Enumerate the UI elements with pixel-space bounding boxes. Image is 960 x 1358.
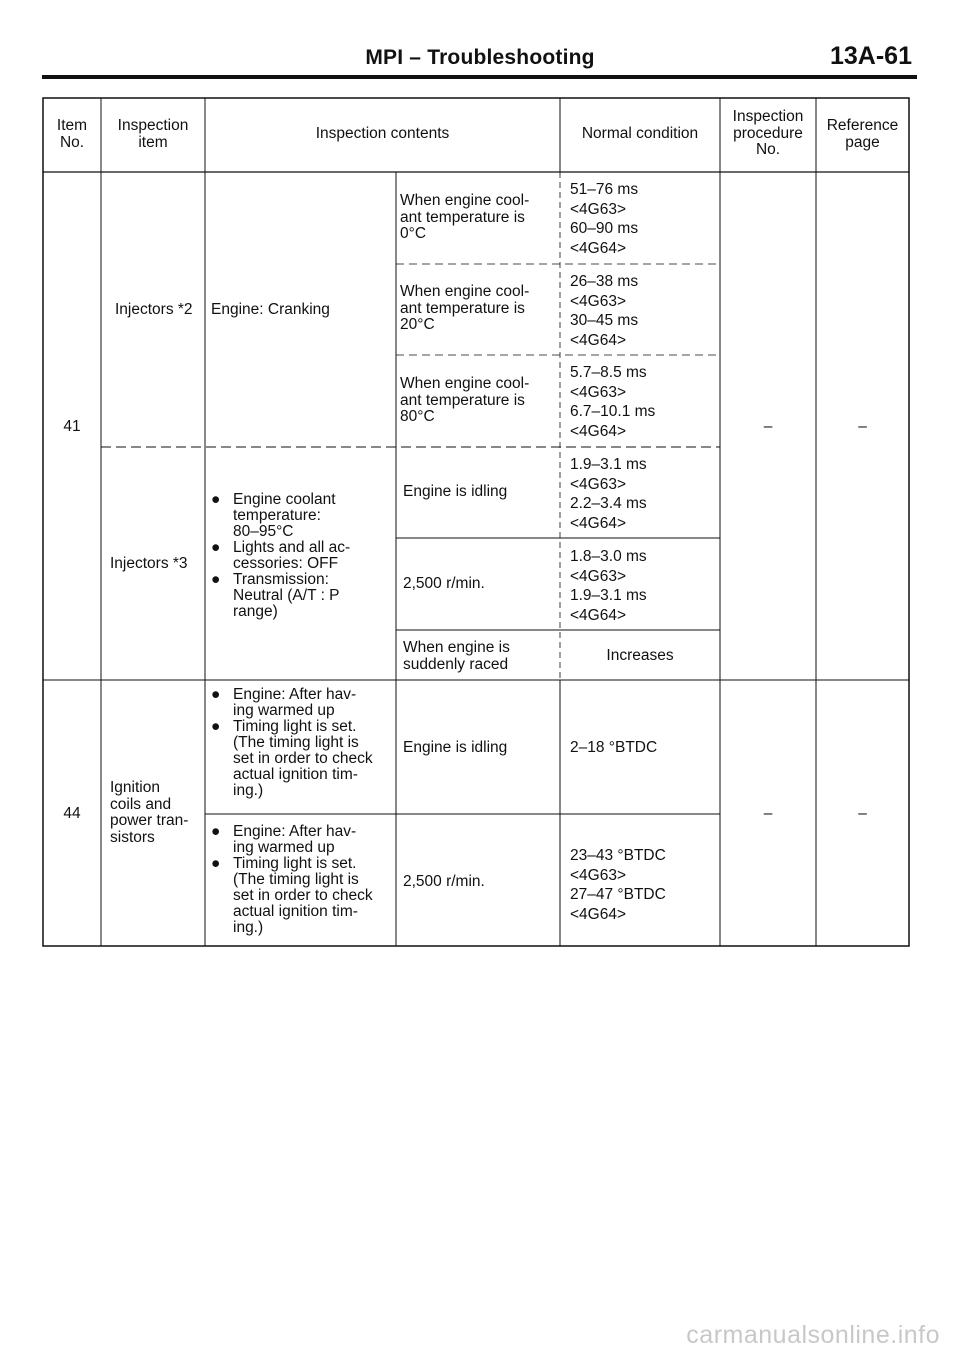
item-number: 41 — [63, 418, 81, 435]
condition: Engine is idling — [403, 483, 508, 500]
inspection-item: Injectors *3 — [110, 555, 188, 572]
list-item: 80–95°C — [233, 523, 294, 540]
page-title: MPI – Troubleshooting — [365, 46, 595, 69]
condition: Engine is idling — [403, 739, 508, 756]
header-inspection-contents: Inspection contents — [315, 125, 450, 142]
inspection-contents-list — [211, 824, 373, 936]
list-item: ● Engine coolant — [211, 491, 336, 508]
condition: 2,500 r/min. — [403, 873, 485, 890]
condition: When engine cool- ant temperature is 20°C — [400, 283, 530, 333]
list-item: range) — [233, 603, 278, 620]
condition: When engine is suddenly raced — [403, 639, 510, 673]
inspection-contents-list — [211, 492, 350, 620]
list-item: ● Engine: After hav- — [211, 686, 357, 703]
list-item: ing warmed up — [233, 839, 335, 856]
normal-condition: 1.8–3.0 ms <4G63> 1.9–3.1 ms <4G64> — [570, 548, 647, 624]
header-inspection-item: Inspection item — [117, 117, 189, 151]
list-item: temperature: — [233, 507, 321, 524]
normal-condition: 23–43 °BTDC <4G63> 27–47 °BTDC <4G64> — [570, 847, 666, 923]
condition: 2,500 r/min. — [403, 575, 485, 592]
list-item: set in order to check — [233, 887, 373, 904]
list-item: ing.) — [233, 782, 264, 799]
list-item: ing warmed up — [233, 702, 335, 719]
header-normal-condition: Normal condition — [581, 125, 699, 142]
list-item: ing.) — [233, 919, 264, 936]
normal-condition: 2–18 °BTDC — [570, 739, 658, 756]
header-rule — [42, 75, 917, 79]
list-item: (The timing light is — [233, 871, 359, 888]
list-item: cessories: OFF — [233, 555, 339, 572]
procedure-dash: – — [763, 418, 773, 435]
list-item: ● Lights and all ac- — [211, 539, 351, 556]
condition: When engine cool- ant temperature is 80°C — [400, 375, 530, 425]
normal-condition: 1.9–3.1 ms <4G63> 2.2–3.4 ms <4G64> — [570, 456, 647, 532]
inspection-item: Injectors *2 — [115, 301, 193, 318]
list-item: actual ignition tim- — [233, 903, 358, 920]
watermark: carmanualsonline.info — [686, 1321, 940, 1349]
normal-condition: 26–38 ms <4G63> 30–45 ms <4G64> — [570, 273, 639, 349]
procedure-dash: – — [763, 805, 773, 822]
reference-dash: – — [858, 805, 867, 822]
item-number: 44 — [63, 805, 81, 822]
header-inspection-procedure: Inspection procedure No. — [732, 108, 804, 158]
list-item: ● Transmission: — [211, 571, 329, 588]
inspection-item: Ignition coils and power tran- sistors — [110, 779, 189, 846]
page-header — [0, 0, 960, 80]
normal-condition: Increases — [606, 647, 674, 664]
condition: When engine cool- ant temperature is 0°C — [400, 192, 530, 242]
list-item: ● Timing light is set. — [211, 855, 357, 872]
list-item: (The timing light is — [233, 734, 359, 751]
list-item: Neutral (A/T : P — [233, 587, 340, 604]
header-reference-page: Reference page — [826, 117, 899, 151]
list-item: actual ignition tim- — [233, 766, 358, 783]
inspection-contents: Engine: Cranking — [211, 301, 330, 318]
inspection-contents-list — [211, 687, 373, 799]
list-item: set in order to check — [233, 750, 373, 767]
normal-condition: 51–76 ms <4G63> 60–90 ms <4G64> — [570, 181, 639, 257]
reference-dash: – — [858, 418, 867, 435]
normal-condition: 5.7–8.5 ms <4G63> 6.7–10.1 ms <4G64> — [570, 364, 656, 440]
header-item-no: Item No. — [56, 117, 88, 151]
list-item: ● Engine: After hav- — [211, 823, 357, 840]
list-item: ● Timing light is set. — [211, 718, 357, 735]
page-number: 13A-61 — [830, 42, 912, 70]
